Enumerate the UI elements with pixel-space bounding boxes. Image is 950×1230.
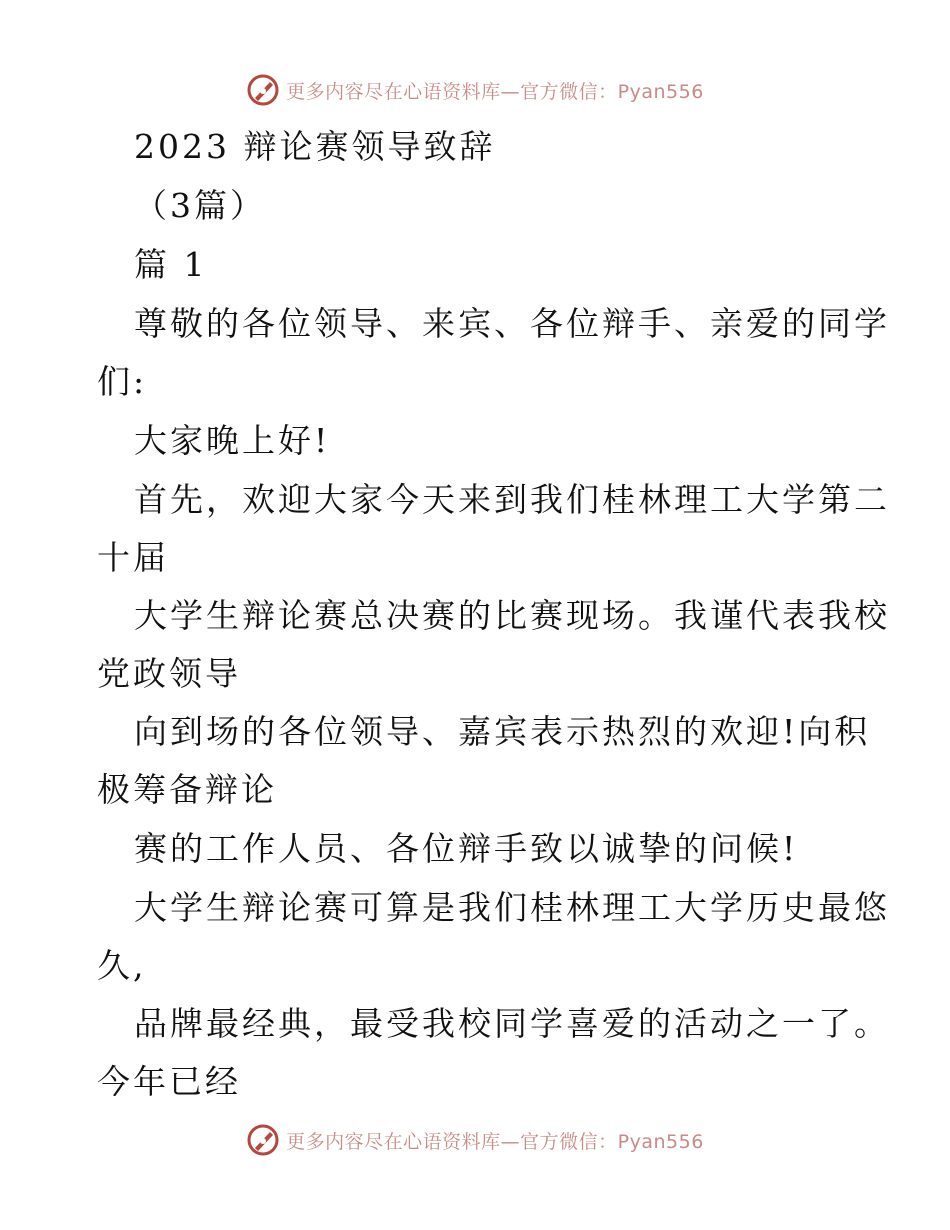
watermark-text: 更多内容尽在心语资料库—官方微信：Pyan556 (286, 1130, 704, 1153)
header-watermark (0, 70, 950, 110)
paragraph-line: 极筹备辩论 (97, 770, 277, 809)
watermark-text: 更多内容尽在心语资料库—官方微信：Pyan556 (286, 80, 704, 103)
paragraph-line: 大家晚上好! (134, 421, 331, 460)
paragraph-line: 品牌最经典，最受我校同学喜爱的活动之一了。 (134, 1004, 890, 1043)
document-title: 2023 辩论赛领导致辞 (134, 127, 496, 166)
paragraph-line: 首先，欢迎大家今天来到我们桂林理工大学第二 (134, 480, 890, 519)
pen-logo-icon (246, 73, 280, 107)
paragraph-line: 尊敬的各位领导、来宾、各位辩手、亲爱的同学 (134, 304, 890, 343)
paragraph-line: 久, (97, 946, 147, 985)
pen-logo-icon (246, 1123, 280, 1157)
paragraph-line: 大学生辩论赛可算是我们桂林理工大学历史最悠 (134, 888, 890, 927)
document-subtitle: （3篇） (134, 186, 266, 225)
paragraph-line: 们: (97, 362, 148, 401)
paragraph-line: 十届 (97, 538, 169, 577)
paragraph-line: 党政领导 (97, 654, 241, 693)
footer-watermark (0, 1120, 950, 1160)
paragraph-line: 大学生辩论赛总决赛的比赛现场。我谨代表我校 (134, 596, 890, 635)
paragraph-line: 赛的工作人员、各位辩手致以诚挚的问候! (134, 829, 799, 868)
paragraph-line: 今年已经 (97, 1062, 241, 1101)
section-heading: 篇 1 (134, 245, 208, 284)
paragraph-line: 向到场的各位领导、嘉宾表示热烈的欢迎!向积 (134, 712, 871, 751)
